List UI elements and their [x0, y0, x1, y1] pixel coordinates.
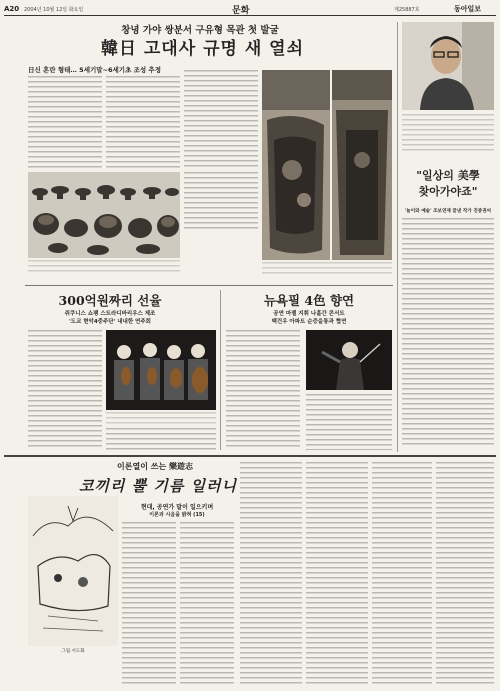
mid-left-body-col-2: [106, 428, 216, 450]
mid-center-subhead-2: 백건우 아파트 순증을통과 협연: [271, 319, 347, 325]
illustration-caption: 그림 서도화: [61, 649, 85, 654]
top-story-body-col-3: [184, 70, 258, 168]
newspaper-name: 동아일보: [454, 5, 482, 13]
interview-quote: [402, 168, 494, 200]
conductor-photo: [306, 330, 392, 390]
mid-left-subhead-1: 쥐쿠니스 쇼팽 스트라디바리우스 제조: [64, 311, 156, 317]
excavation-photo-right: [332, 70, 392, 260]
bottom-body-col-4: [306, 462, 368, 686]
bottom-feature-title: 코끼리 뿔 기름 일러니: [78, 477, 238, 495]
author-portrait-photo: [402, 22, 494, 110]
quote-line-2: 찾아가야죠": [418, 185, 478, 198]
mid-center-body-col-2: [306, 394, 392, 450]
excavation-photo-left: [262, 70, 330, 260]
quartet-photo-caption: [106, 412, 216, 426]
interview-subhead: '놀이와 예술' 조보연재 끝낸 작가 진중권씨: [404, 209, 492, 214]
ink-illustration: [28, 496, 118, 646]
mid-left-subhead-2: '도교 현악4중주단' 내내한 연주회: [68, 319, 151, 325]
pottery-photo-caption: [28, 260, 180, 272]
bottom-body-col-3: [240, 462, 302, 686]
mid-left-body-col-1: [28, 330, 102, 450]
column-divider: [397, 22, 398, 452]
section-divider: [25, 285, 393, 286]
mid-left-headline: 300억원짜리 선율: [58, 293, 162, 308]
publication-date: 2004년 10월 12일 화요일: [24, 7, 84, 13]
page-number: A20: [4, 5, 20, 13]
top-story-body-col-3b: [184, 172, 258, 232]
top-story-subdeck: 日신 혼란 형태… 5세기말~6세기초 조성 추정: [28, 66, 161, 74]
bottom-subtitle-1: 현대, 공연가 말이 일으키며: [140, 504, 214, 511]
pottery-photo: [28, 172, 180, 258]
bottom-body-col-6: [436, 462, 494, 686]
portrait-caption: [402, 114, 494, 154]
bottom-body-col-1: [122, 522, 176, 686]
mid-center-subhead-1: 공연 마젤 지휘 나흘간 콘서트: [273, 311, 345, 317]
mid-column-divider: [220, 290, 221, 450]
quartet-photo: [106, 330, 216, 410]
bottom-kicker: 이론열이 쓰는 樂遊志: [117, 461, 193, 471]
bottom-body-col-2: [180, 522, 234, 686]
quote-line-1: "일상의 美學: [416, 169, 480, 182]
top-story-headline: 韓日 고대사 규명 새 열쇠: [100, 39, 305, 59]
bottom-section-divider: [4, 455, 496, 457]
mid-center-headline: 뉴욕필 4色 향연: [263, 293, 355, 308]
excavation-photo-caption: [262, 262, 392, 274]
issue-number: 제25887호: [394, 7, 420, 13]
top-story-body-col-2: [106, 76, 180, 168]
top-story-body-col-1: [28, 76, 102, 168]
interview-body: [402, 218, 494, 446]
page-header: [4, 3, 496, 16]
bottom-subtitle-2: 이론과 시음을 밝혀 (15): [149, 512, 205, 518]
section-title: 문화: [232, 6, 250, 16]
bottom-body-col-5: [372, 462, 432, 686]
mid-center-body-col-1: [226, 330, 300, 450]
top-story-kicker: 창녕 가야 쌍분서 구유형 목관 첫 발굴: [121, 25, 279, 36]
